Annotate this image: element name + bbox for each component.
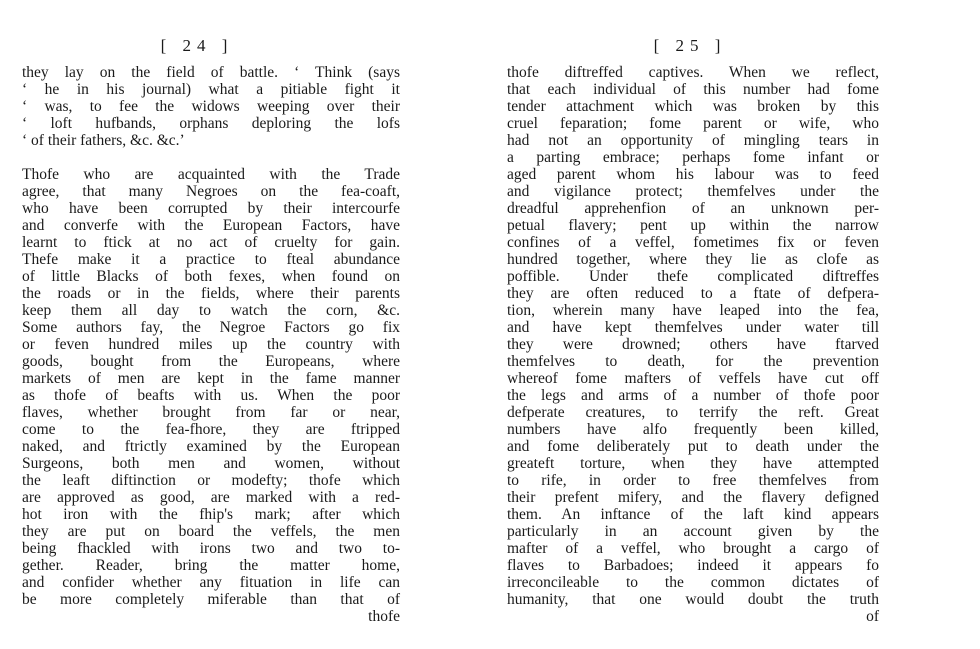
right-page-number: [ 25 ] xyxy=(653,36,727,55)
text-line: and have kept themfelves under water till xyxy=(507,319,879,336)
text-line: and vigilance protect; themfelves under the xyxy=(507,183,879,200)
text-line: petual flavery; pent up within the narrow xyxy=(507,217,879,234)
text-line: them. An inftance of the laft kind appears xyxy=(507,506,879,523)
text-line: thofe diftreffed captives. When we reflect, xyxy=(507,64,879,81)
text-line: tender attachment which was broken by this xyxy=(507,98,879,115)
text-line: particularly in an account given by the xyxy=(507,523,879,540)
text-line: Some authors fay, the Negroe Factors go fix xyxy=(22,319,400,336)
text-line: ‘ was, to fee the widows weeping over their xyxy=(22,98,400,115)
right-page-text xyxy=(507,64,879,625)
text-line: keep them all day to watch the corn, &c. xyxy=(22,302,400,319)
text-line: naked, and ftrictly examined by the European xyxy=(22,438,400,455)
text-line: ‘ he in his journal) what a pitiable fight it xyxy=(22,81,400,98)
text-line: the leaft diftinction or modefty; thofe which xyxy=(22,472,400,489)
text-line: or feven hundred miles up the country with xyxy=(22,336,400,353)
text-line: they lay on the field of battle. ‘ Think (says xyxy=(22,64,400,81)
text-line: learnt to ftick at no act of cruelty for gain. xyxy=(22,234,400,251)
text-line: of little Blacks of both fexes, when found on xyxy=(22,268,400,285)
text-line: aged parent whom his labour was to feed xyxy=(507,166,879,183)
text-line: gether. Reader, bring the matter home, xyxy=(22,557,400,574)
left-page-text xyxy=(22,64,400,625)
right-page xyxy=(507,0,879,649)
text-line: ‘ loft hufbands, orphans deploring the lofs xyxy=(22,115,400,132)
text-line: had not an opportunity of mingling tears in xyxy=(507,132,879,149)
text-line: cruel feparation; fome parent or wife, who xyxy=(507,115,879,132)
text-line: flaves, whether brought from far or near, xyxy=(22,404,400,421)
text-line: Thofe who are acquainted with the Trade xyxy=(22,166,400,183)
text-line: they are often reduced to a ftate of defpera- xyxy=(507,285,879,302)
text-line: markets of men are kept in the fame manner xyxy=(22,370,400,387)
catchword: thofe xyxy=(368,608,400,625)
text-line: hundred together, where they lie as clofe as xyxy=(507,251,879,268)
text-line: humanity, that one would doubt the truth xyxy=(507,591,879,608)
text-line: come to the fea-fhore, they are ftripped xyxy=(22,421,400,438)
text-line: are approved as good, are marked with a red- xyxy=(22,489,400,506)
text-line: Surgeons, both men and women, without xyxy=(22,455,400,472)
text-line: a parting embrace; perhaps fome infant or xyxy=(507,149,879,166)
left-page-number: [ 24 ] xyxy=(160,36,234,55)
text-line: flaves to Barbadoes; indeed it appears fo xyxy=(507,557,879,574)
text-line: they are put on board the veffels, the men xyxy=(22,523,400,540)
text-line: to rife, in order to free themfelves from xyxy=(507,472,879,489)
text-line: defperate creatures, to terrify the reft. Great xyxy=(507,404,879,421)
text-line: and confider whether any fituation in life can xyxy=(22,574,400,591)
text-line: the legs and arms of a number of thofe poor xyxy=(507,387,879,404)
text-line: their prefent mifery, and the flavery defigned xyxy=(507,489,879,506)
catchword: of xyxy=(866,608,879,625)
left-page xyxy=(22,0,400,649)
text-line: Thefe make it a practice to fteal abundance xyxy=(22,251,400,268)
text-line: goods, bought from the Europeans, where xyxy=(22,353,400,370)
text-line: and converfe with the European Factors, have xyxy=(22,217,400,234)
text-line: irreconcileable to the common dictates of xyxy=(507,574,879,591)
text-line: confines of a veffel, fometimes fix or feven xyxy=(507,234,879,251)
text-line: ‘ of their fathers, &c. &c.’ xyxy=(22,132,185,149)
text-line: mafter of a veffel, who brought a cargo of xyxy=(507,540,879,557)
text-line: whereof fome mafters of veffels have cut off xyxy=(507,370,879,387)
text-line: the roads or in the fields, where their parents xyxy=(22,285,400,302)
text-line: greateft torture, when they have attempted xyxy=(507,455,879,472)
text-line: hot iron with the fhip's mark; after which xyxy=(22,506,400,523)
text-line: that each individual of this number had fome xyxy=(507,81,879,98)
text-line: dreadful apprehenfion of an unknown per- xyxy=(507,200,879,217)
text-line: being fhackled with irons two and two to- xyxy=(22,540,400,557)
text-line: be more completely miferable than that of xyxy=(22,591,400,608)
text-line: tion, wherein many have leaped into the fea, xyxy=(507,302,879,319)
text-line: numbers have alfo frequently been killed, xyxy=(507,421,879,438)
text-line: themfelves to death, for the prevention xyxy=(507,353,879,370)
text-line: and fome deliberately put to death under the xyxy=(507,438,879,455)
text-line: poffible. Under thefe complicated diftreffes xyxy=(507,268,879,285)
text-line: they were drowned; others have ftarved xyxy=(507,336,879,353)
text-line: agree, that many Negroes on the fea-coaft, xyxy=(22,183,400,200)
text-line: who have been corrupted by their intercourfe xyxy=(22,200,400,217)
paragraph-gap xyxy=(22,149,400,166)
text-line: as thofe of beafts with us. When the poor xyxy=(22,387,400,404)
